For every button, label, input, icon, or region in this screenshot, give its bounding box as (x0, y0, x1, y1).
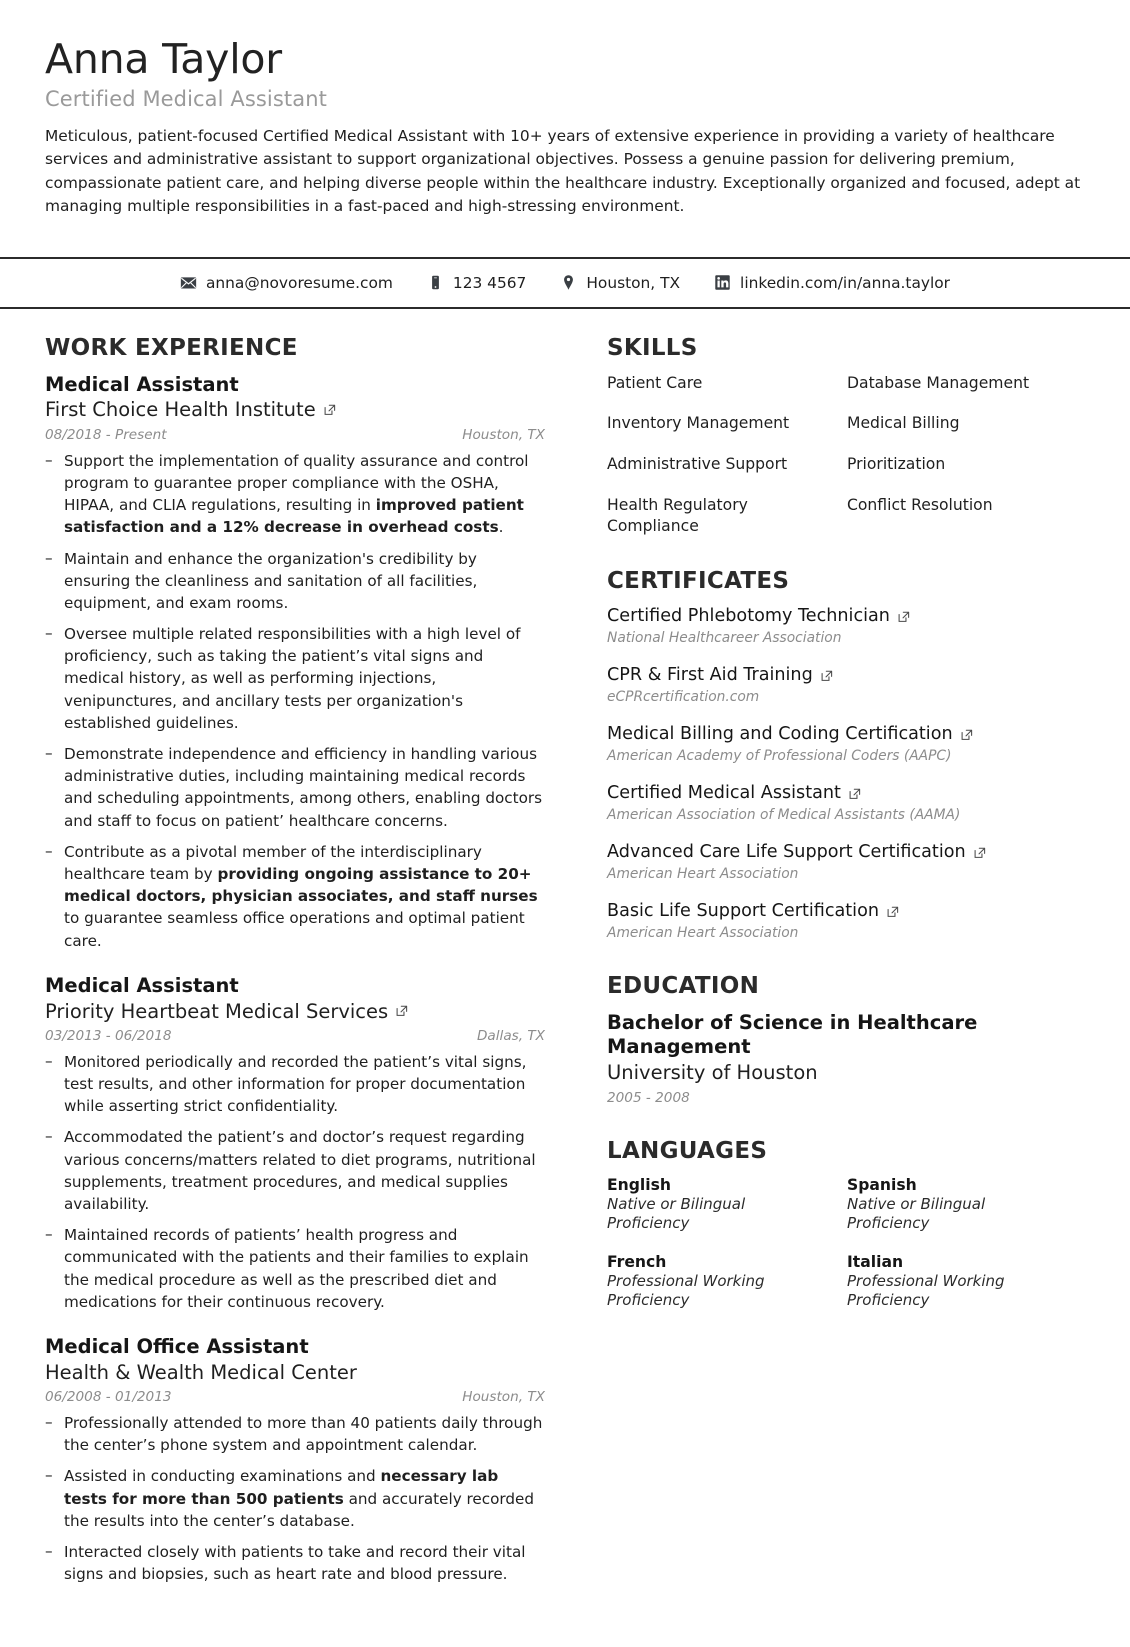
job-location: Dallas, TX (476, 1027, 545, 1044)
job-meta (45, 1389, 545, 1405)
job-company (45, 397, 545, 422)
certificate-issuer: American Association of Medical Assistants (AAMA) (607, 807, 961, 824)
certificate-issuer: National Healthcareer Association (607, 630, 842, 647)
certificate-name-label: Certified Medical Assistant (607, 783, 841, 804)
page-title: Anna Taylor (45, 35, 282, 83)
external-link-icon[interactable] (897, 610, 911, 624)
certificate-issuer: American Heart Association (607, 925, 799, 942)
language-name: French (607, 1252, 667, 1271)
job-bullet-list (45, 1051, 545, 1313)
job-role: Medical Assistant (45, 372, 239, 396)
work-entry (45, 1335, 545, 1585)
header-job-title: Certified Medical Assistant (45, 87, 327, 112)
external-link-icon[interactable] (323, 403, 337, 417)
language-item (607, 1176, 827, 1233)
language-item (847, 1176, 1067, 1233)
job-company (45, 999, 545, 1024)
section-title-skills: SKILLS (607, 334, 698, 361)
certificate-name-label: Advanced Care Life Support Certification (607, 842, 966, 863)
education-dates: 2005 - 2008 (607, 1090, 690, 1107)
job-company-label: First Choice Health Institute (45, 398, 316, 422)
job-dates: 06/2008 - 01/2013 (45, 1389, 172, 1406)
job-bullet: – Contribute as a pivotal member of the interdisciplinary healthcare team by providing ongoing assistance to 20+ medical doctors, physician associates, and staff nurses to guarantee seamless office operations and optimal patient care. (45, 841, 545, 952)
job-bullet-list (45, 450, 545, 952)
certificate-item (607, 901, 1067, 941)
certificate-issuer: American Heart Association (607, 866, 799, 883)
language-name: Italian (847, 1252, 904, 1271)
certificate-item (607, 606, 1067, 646)
certificate-name (607, 842, 1067, 864)
language-name: Spanish (847, 1176, 917, 1195)
skill-item: Patient Care (607, 373, 703, 392)
contact-value: linkedin.com/in/anna.taylor (740, 273, 951, 292)
job-bullet-list (45, 1412, 545, 1585)
contact-item-envelope[interactable] (180, 274, 393, 292)
job-location: Houston, TX (462, 426, 545, 443)
certificate-issuer: eCPRcertification.com (607, 689, 760, 706)
external-link-icon[interactable] (973, 846, 987, 860)
education-school: University of Houston (607, 1060, 818, 1084)
contact-item-location-pin[interactable] (560, 274, 680, 292)
envelope-icon (180, 274, 197, 291)
section-title-languages: LANGUAGES (607, 1138, 768, 1165)
external-link-icon[interactable] (848, 787, 862, 801)
certificate-name-label: Medical Billing and Coding Certification (607, 724, 953, 745)
contact-item-linkedin[interactable] (714, 274, 950, 292)
left-column (45, 335, 545, 1608)
job-bullet: – Interacted closely with patients to take and record their vital signs and biopsies, such as heart rate and blood pressure. (45, 1541, 545, 1585)
language-name: English (607, 1176, 671, 1195)
job-dates: 08/2018 - Present (45, 426, 167, 443)
external-link-icon[interactable] (886, 905, 900, 919)
contact-bar (0, 257, 1130, 309)
certificate-name (607, 665, 1067, 687)
external-link-icon[interactable] (960, 728, 974, 742)
section-languages (607, 1138, 1067, 1310)
contact-item-phone[interactable] (427, 274, 526, 292)
contact-value: Houston, TX (586, 273, 681, 292)
job-role: Medical Assistant (45, 973, 239, 997)
certificate-name (607, 901, 1067, 923)
certificate-item (607, 783, 1067, 823)
section-skills (607, 335, 1067, 537)
section-work-experience (45, 335, 545, 1586)
certificate-list (607, 606, 1067, 941)
job-company-label: Priority Heartbeat Medical Services (45, 999, 389, 1023)
education-entry (607, 1011, 1067, 1106)
languages-grid (607, 1176, 1067, 1310)
location-pin-icon (560, 274, 577, 291)
language-level: Professional Working Proficiency (847, 1271, 1005, 1309)
skill-item: Medical Billing (847, 414, 960, 433)
work-entry-list (45, 373, 545, 1586)
skills-grid (607, 373, 1067, 537)
certificate-issuer: American Academy of Professional Coders (AAPC) (607, 748, 952, 765)
certificate-name (607, 724, 1067, 746)
job-company (45, 1360, 545, 1385)
job-dates: 03/2013 - 06/2018 (45, 1027, 172, 1044)
job-meta (45, 1028, 545, 1044)
education-degree: Bachelor of Science in Healthcare Management (607, 1011, 978, 1059)
education-list (607, 1011, 1067, 1106)
certificate-name (607, 783, 1067, 805)
certificate-item (607, 724, 1067, 764)
language-level: Native or Bilingual Proficiency (607, 1195, 746, 1233)
contact-list (180, 274, 950, 292)
job-bullet: – Maintain and enhance the organization's credibility by ensuring the cleanliness and sanitation of all facilities, equipment, and exam rooms. (45, 548, 545, 615)
certificate-name (607, 606, 1067, 628)
profile-summary: Meticulous, patient-focused Certified Medical Assistant with 10+ years of extensive experience in providing a variety of healthcare services and administrative assistant to support organizational objectives. Possess a genuine passion for delivering premium, compassionate patient care, and helping diverse people within the healthcare industry. Exceptionally organized and focused, adept at managing multiple responsibilities in a fast-paced and high-stressing environment. (45, 127, 1081, 216)
skill-item: Administrative Support (607, 455, 788, 474)
job-bullet: – Demonstrate independence and efficiency in handling various administrative duties, including maintaining medical records and scheduling appointments, among others, enabling doctors and staff to focus on patient’ healthcare concerns. (45, 743, 545, 832)
contact-value: anna@novoresume.com (205, 273, 393, 292)
linkedin-icon (714, 274, 731, 291)
language-level: Professional Working Proficiency (607, 1271, 765, 1309)
job-role: Medical Office Assistant (45, 1334, 309, 1358)
job-bullet: – Oversee multiple related responsibilities with a high level of proficiency, such as taking the patient’s vital signs and medical history, as well as performing injections, venipunctures, and ancillary tests per organization's established guidelines. (45, 623, 545, 734)
section-certificates (607, 568, 1067, 941)
section-title-education: EDUCATION (607, 973, 760, 1000)
right-column (607, 335, 1067, 1316)
skill-item: Inventory Management (607, 414, 790, 433)
job-meta (45, 427, 545, 443)
certificate-name-label: CPR & First Aid Training (607, 665, 813, 686)
certificate-item (607, 842, 1067, 882)
resume-header (0, 0, 1130, 235)
job-bullet: – Professionally attended to more than 40 patients daily through the center’s phone system and appointment calendar. (45, 1412, 545, 1456)
external-link-icon[interactable] (820, 669, 834, 683)
external-link-icon[interactable] (395, 1004, 409, 1018)
job-bullet: – Maintained records of patients’ health progress and communicated with the patients and their families to explain the medical procedure as well as the prescribed diet and medications for their continuous recovery. (45, 1224, 545, 1313)
skill-item: Conflict Resolution (847, 495, 993, 514)
job-bullet: – Accommodated the patient’s and doctor’s request regarding various concerns/matters related to diet programs, nutritional supplements, treatment procedures, and medical supplies availability. (45, 1126, 545, 1215)
contact-value: 123 4567 (452, 273, 527, 292)
phone-icon (427, 274, 444, 291)
job-bullet: – Monitored periodically and recorded the patient’s vital signs, test results, and other information for proper documentation while asserting strict confidentiality. (45, 1051, 545, 1118)
job-location: Houston, TX (462, 1389, 545, 1406)
certificate-item (607, 665, 1067, 705)
section-title-work-experience: WORK EXPERIENCE (45, 334, 298, 361)
language-item (847, 1253, 1067, 1310)
language-item (607, 1253, 827, 1310)
work-entry (45, 373, 545, 952)
certificate-name-label: Basic Life Support Certification (607, 901, 879, 922)
skill-item: Prioritization (847, 455, 946, 474)
skill-item: Database Management (847, 373, 1030, 392)
skill-item: Health Regulatory Compliance (607, 495, 748, 535)
resume-body (0, 309, 1130, 1647)
certificate-name-label: Certified Phlebotomy Technician (607, 606, 890, 627)
job-company-label: Health & Wealth Medical Center (45, 1360, 357, 1384)
language-level: Native or Bilingual Proficiency (847, 1195, 986, 1233)
section-education (607, 973, 1067, 1106)
section-title-certificates: CERTIFICATES (607, 568, 790, 595)
job-bullet: – Support the implementation of quality assurance and control program to guarantee proper compliance with the OSHA, HIPAA, and CLIA regulations, resulting in improved patient satisfaction and a 12% decrease in overhead costs. (45, 450, 545, 539)
work-entry (45, 974, 545, 1313)
job-bullet: – Assisted in conducting examinations and necessary lab tests for more than 500 patients and accurately recorded the results into the center’s database. (45, 1465, 545, 1532)
